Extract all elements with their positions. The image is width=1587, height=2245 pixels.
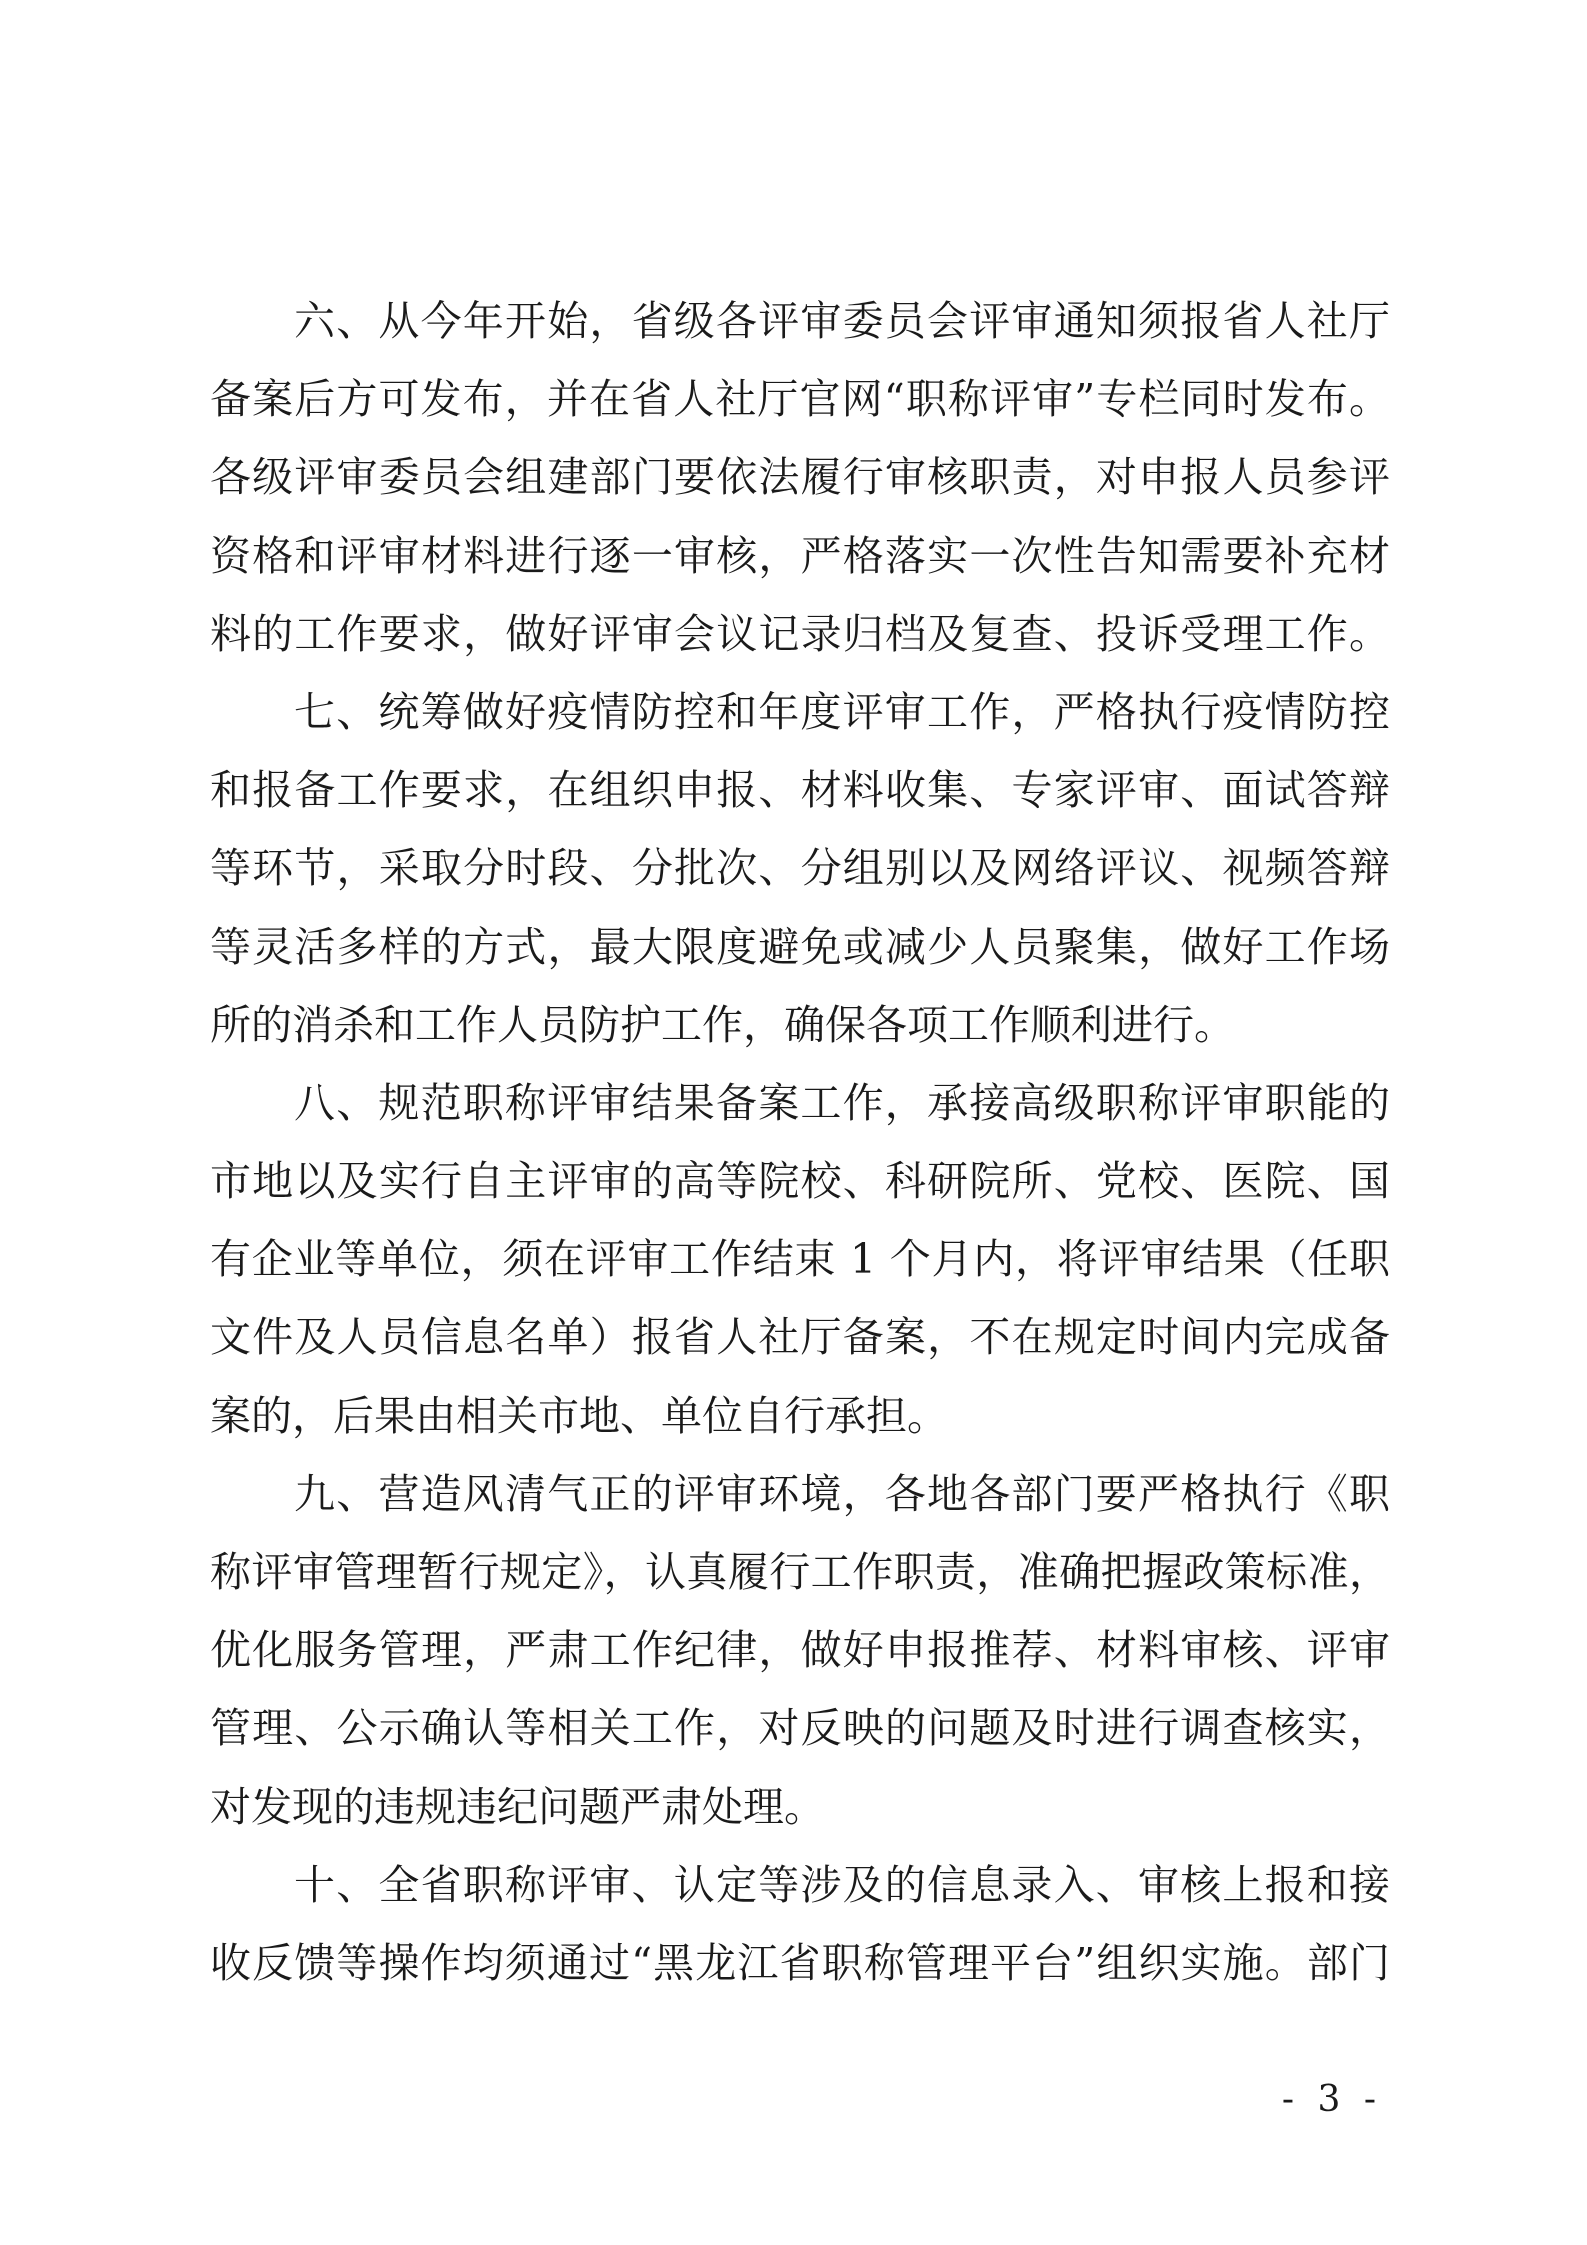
text-line: 文件及人员信息名单）报省人社厅备案，不在规定时间内完成备 [210,1313,1390,1362]
text-line: 资格和评审材料进行逐一审核，严格落实一次性告知需要补充材 [210,531,1390,580]
text-line: 对发现的违规违纪问题严肃处理。 [210,1782,825,1831]
text-line: 优化服务管理，严肃工作纪律，做好申报推荐、材料审核、评审 [210,1626,1390,1675]
text-line: 等环节，采取分时段、分批次、分组别以及网络评议、视频答辩 [210,844,1390,893]
paragraph-6 [210,282,1390,673]
text-line: 收反馈等操作均须通过“黑龙江省职称管理平台”组织实施。部门 [210,1938,1390,1987]
text-line: 十、全省职称评审、认定等涉及的信息录入、审核上报和接 [294,1860,1390,1909]
text-line: 和报备工作要求，在组织申报、材料收集、专家评审、面试答辩 [210,766,1390,815]
text-line: 管理、公示确认等相关工作，对反映的问题及时进行调查核实， [210,1704,1390,1753]
paragraph-10 [210,1846,1390,2002]
document-body [210,282,1390,2002]
text-line: 六、从今年开始，省级各评审委员会评审通知须报省人社厅 [294,297,1390,345]
text-line: 称评审管理暂行规定》，认真履行工作职责，准确把握政策标准， [210,1548,1390,1596]
text-line: 有企业等单位，须在评审工作结束 1 个月内，将评审结果（任职 [210,1235,1390,1284]
paragraph-8 [210,1064,1390,1455]
text-line: 各级评审委员会组建部门要依法履行审核职责，对申报人员参评 [210,453,1390,502]
page-number: - 3 - [1281,2079,1382,2120]
text-line: 八、规范职称评审结果备案工作，承接高级职称评审职能的 [294,1078,1390,1127]
paragraph-7 [210,673,1390,1064]
text-line: 料的工作要求，做好评审会议记录归档及复查、投诉受理工作。 [210,609,1390,658]
text-line: 九、营造风清气正的评审环境，各地各部门要严格执行《职 [294,1469,1390,1518]
text-line: 市地以及实行自主评审的高等院校、科研院所、党校、医院、国 [210,1157,1390,1206]
text-line: 等灵活多样的方式，最大限度避免或减少人员聚集，做好工作场 [210,922,1390,971]
text-line: 所的消杀和工作人员防护工作，确保各项工作顺利进行。 [210,1000,1235,1049]
text-line: 案的，后果由相关市地、单位自行承担。 [210,1391,948,1440]
text-line: 备案后方可发布，并在省人社厅官网“职称评审”专栏同时发布。 [210,375,1390,424]
paragraph-9 [210,1455,1390,1846]
text-line: 七、统筹做好疫情防控和年度评审工作，严格执行疫情防控 [294,687,1390,736]
